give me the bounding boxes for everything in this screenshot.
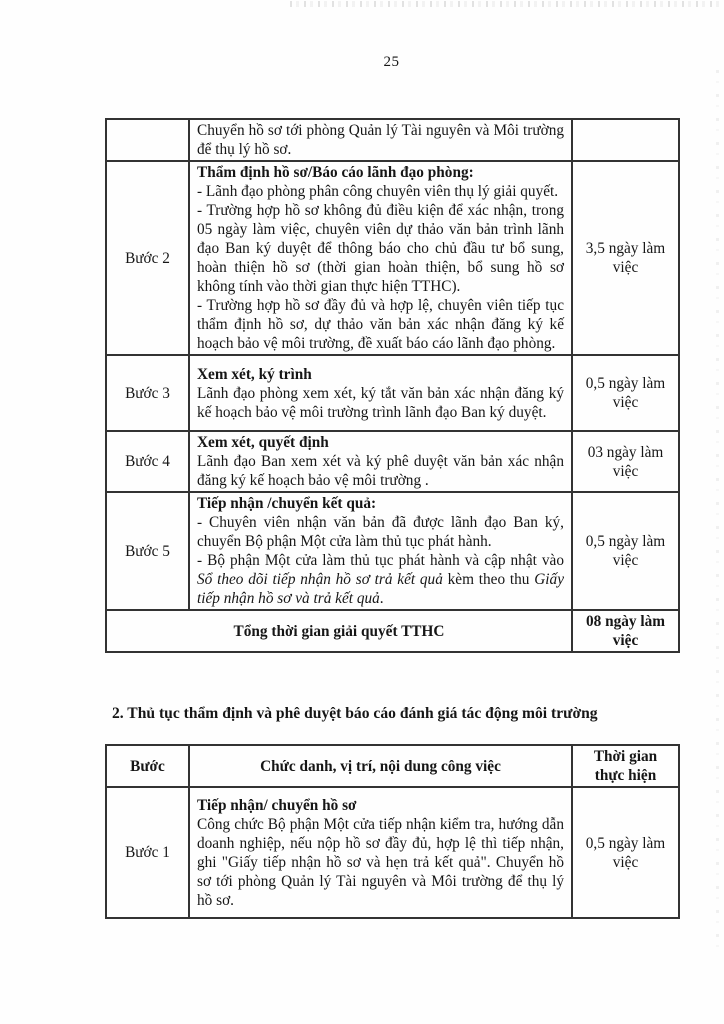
table-row-step4	[106, 431, 679, 492]
cell-paragraph: Công chức Bộ phận Một cửa tiếp nhận kiểm tra, hướng dẫn doanh nghiệp, nếu nộp hồ sơ đầy đủ, hợp lệ thì tiếp nhận, ghi "Giấy tiếp nhận hồ sơ và hẹn trả kết quả". Chuyển hồ sơ tới phòng Quản lý Tài nguyên và Môi trường để thụ lý hồ sơ.	[197, 815, 564, 909]
step-cell: Bước 5	[106, 492, 189, 610]
cell-title: Tiếp nhận /chuyển kết quả:	[197, 495, 377, 512]
content-cell	[189, 787, 572, 918]
scan-noise-right	[716, 70, 719, 950]
cell-paragraph: - Trường hợp hồ sơ không đủ điều kiện để xác nhận, trong 05 ngày làm việc, chuyên viên dự thảo văn bản trình lãnh đạo Ban ký duyệt để thông báo cho chủ đầu tư bổ sung, hoàn thiện hồ sơ (thời gian hoàn thiện, bổ sung hồ sơ không tính vào thời gian thực hiện TTHC).	[197, 202, 564, 295]
cell-title: Thẩm định hồ sơ/Báo cáo lãnh đạo phòng:	[197, 164, 474, 181]
text-run-italic: Sổ theo dõi tiếp nhận hồ sơ trả kết quả	[197, 571, 443, 588]
step-cell: Bước 2	[106, 161, 189, 355]
header-step-cell: Bước	[106, 745, 189, 787]
step-cell	[106, 119, 189, 161]
table-header-row	[106, 745, 679, 787]
header-content-cell: Chức danh, vị trí, nội dung công việc	[189, 745, 572, 787]
step-cell: Bước 4	[106, 431, 189, 492]
step-cell: Bước 1	[106, 787, 189, 918]
cell-title: Tiếp nhận/ chuyển hồ sơ	[197, 796, 357, 814]
table-row-step1	[106, 787, 679, 918]
table-row-step3	[106, 355, 679, 431]
cell-paragraph: - Chuyên viên nhận văn bản đã được lãnh đạo Ban ký, chuyển Bộ phận Một cửa làm thủ tục phát hành.	[197, 514, 564, 550]
time-cell: 0,5 ngày làm việc	[572, 355, 679, 431]
text-run: .	[379, 590, 384, 607]
scan-noise-top	[290, 1, 720, 7]
text-run-italic: Giấy tiếp nhận hồ sơ và trả kết quả	[197, 571, 564, 607]
table-row-carryover	[106, 119, 679, 161]
section-heading: 2. Thủ tục thẩm định và phê duyệt báo cáo đánh giá tác động môi trường	[112, 705, 598, 722]
time-cell	[572, 119, 679, 161]
content-cell	[189, 119, 572, 161]
total-label-cell: Tổng thời gian giải quyết TTHC	[106, 610, 572, 652]
table-row-step2	[106, 161, 679, 355]
cell-paragraph: - Trường hợp hồ sơ đầy đủ và hợp lệ, chuyên viên tiếp tục thẩm định hồ sơ, dự thảo văn bản xác nhận đăng ký kế hoạch bảo vệ môi trường, đề xuất báo cáo lãnh đạo phòng.	[197, 297, 564, 352]
cell-title: Xem xét, ký trình	[197, 365, 312, 383]
step-cell: Bước 3	[106, 355, 189, 431]
cell-paragraph: Chuyển hồ sơ tới phòng Quản lý Tài nguyên và Môi trường để thụ lý hồ sơ.	[197, 122, 564, 158]
time-cell: 03 ngày làm việc	[572, 431, 679, 492]
time-cell: 0,5 ngày làm việc	[572, 787, 679, 918]
time-cell: 3,5 ngày làm việc	[572, 161, 679, 355]
content-cell	[189, 431, 572, 492]
page-number: 25	[383, 54, 400, 70]
total-time-cell: 08 ngày làm việc	[572, 610, 679, 652]
content-cell	[189, 355, 572, 431]
text-run: - Bộ phận Một cửa làm thủ tục phát hành và cập nhật vào	[197, 552, 564, 569]
cell-title: Xem xét, quyết định	[197, 434, 329, 451]
procedure-table-2	[105, 744, 680, 919]
table-row-total	[106, 610, 679, 652]
procedure-table-1	[105, 118, 680, 653]
text-run: kèm theo thu	[442, 571, 535, 588]
cell-paragraph: Lãnh đạo Ban xem xét và ký phê duyệt văn bản xác nhận đăng ký kế hoạch bảo vệ môi trường .	[197, 453, 564, 489]
header-time-cell: Thời gian thực hiện	[572, 745, 679, 787]
content-cell	[189, 492, 572, 610]
cell-paragraph: - Lãnh đạo phòng phân công chuyên viên thụ lý giải quyết.	[197, 183, 559, 200]
content-cell	[189, 161, 572, 355]
table-row-step5	[106, 492, 679, 610]
cell-paragraph	[197, 551, 564, 608]
time-cell: 0,5 ngày làm việc	[572, 492, 679, 610]
cell-paragraph: Lãnh đạo phòng xem xét, ký tắt văn bản xác nhận đăng ký kế hoạch bảo vệ môi trường trình lãnh đạo Ban ký duyệt.	[197, 384, 564, 421]
